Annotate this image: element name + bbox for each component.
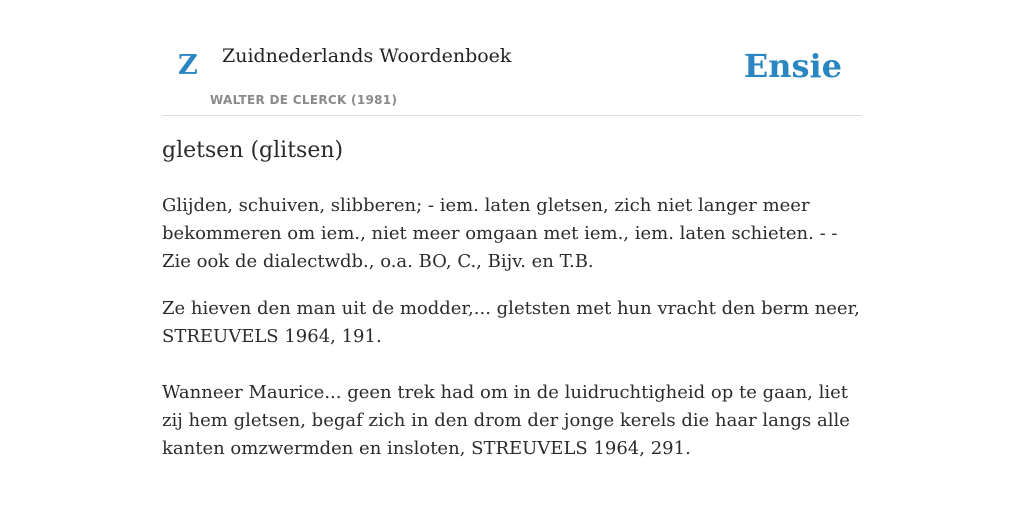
page <box>162 0 862 512</box>
entry-headword: gletsen (glitsen) <box>162 138 344 163</box>
entry-quote: Ze hieven den man uit de modder,... gletsten met hun vracht den berm neer, STREUVELS 1964, 191. <box>162 298 860 347</box>
ensie-logo-link[interactable]: Ensie <box>743 47 842 85</box>
entry-definition: Glijden, schuiven, slibberen; - iem. laten gletsen, zich niet langer meer bekommeren om iem., niet meer omgaan met iem., iem. laten schieten. - - Zie ook de dialectwdb., o.a. BO, C., Bijv. en T.B. <box>162 195 838 272</box>
dictionary-header <box>162 0 862 116</box>
dictionary-logo[interactable]: Z <box>178 50 198 81</box>
dictionary-author: WALTER DE CLERCK (1981) <box>210 93 398 107</box>
entry-quote: Wanneer Maurice... geen trek had om in de luidruchtigheid op te gaan, liet zij hem gletsen, begaf zich in den drom der jonge kerels die haar langs alle kanten omzwermden en insloten, STREUVELS 1964, 291. <box>162 382 850 459</box>
dictionary-title[interactable]: Zuidnederlands Woordenboek <box>222 45 512 67</box>
